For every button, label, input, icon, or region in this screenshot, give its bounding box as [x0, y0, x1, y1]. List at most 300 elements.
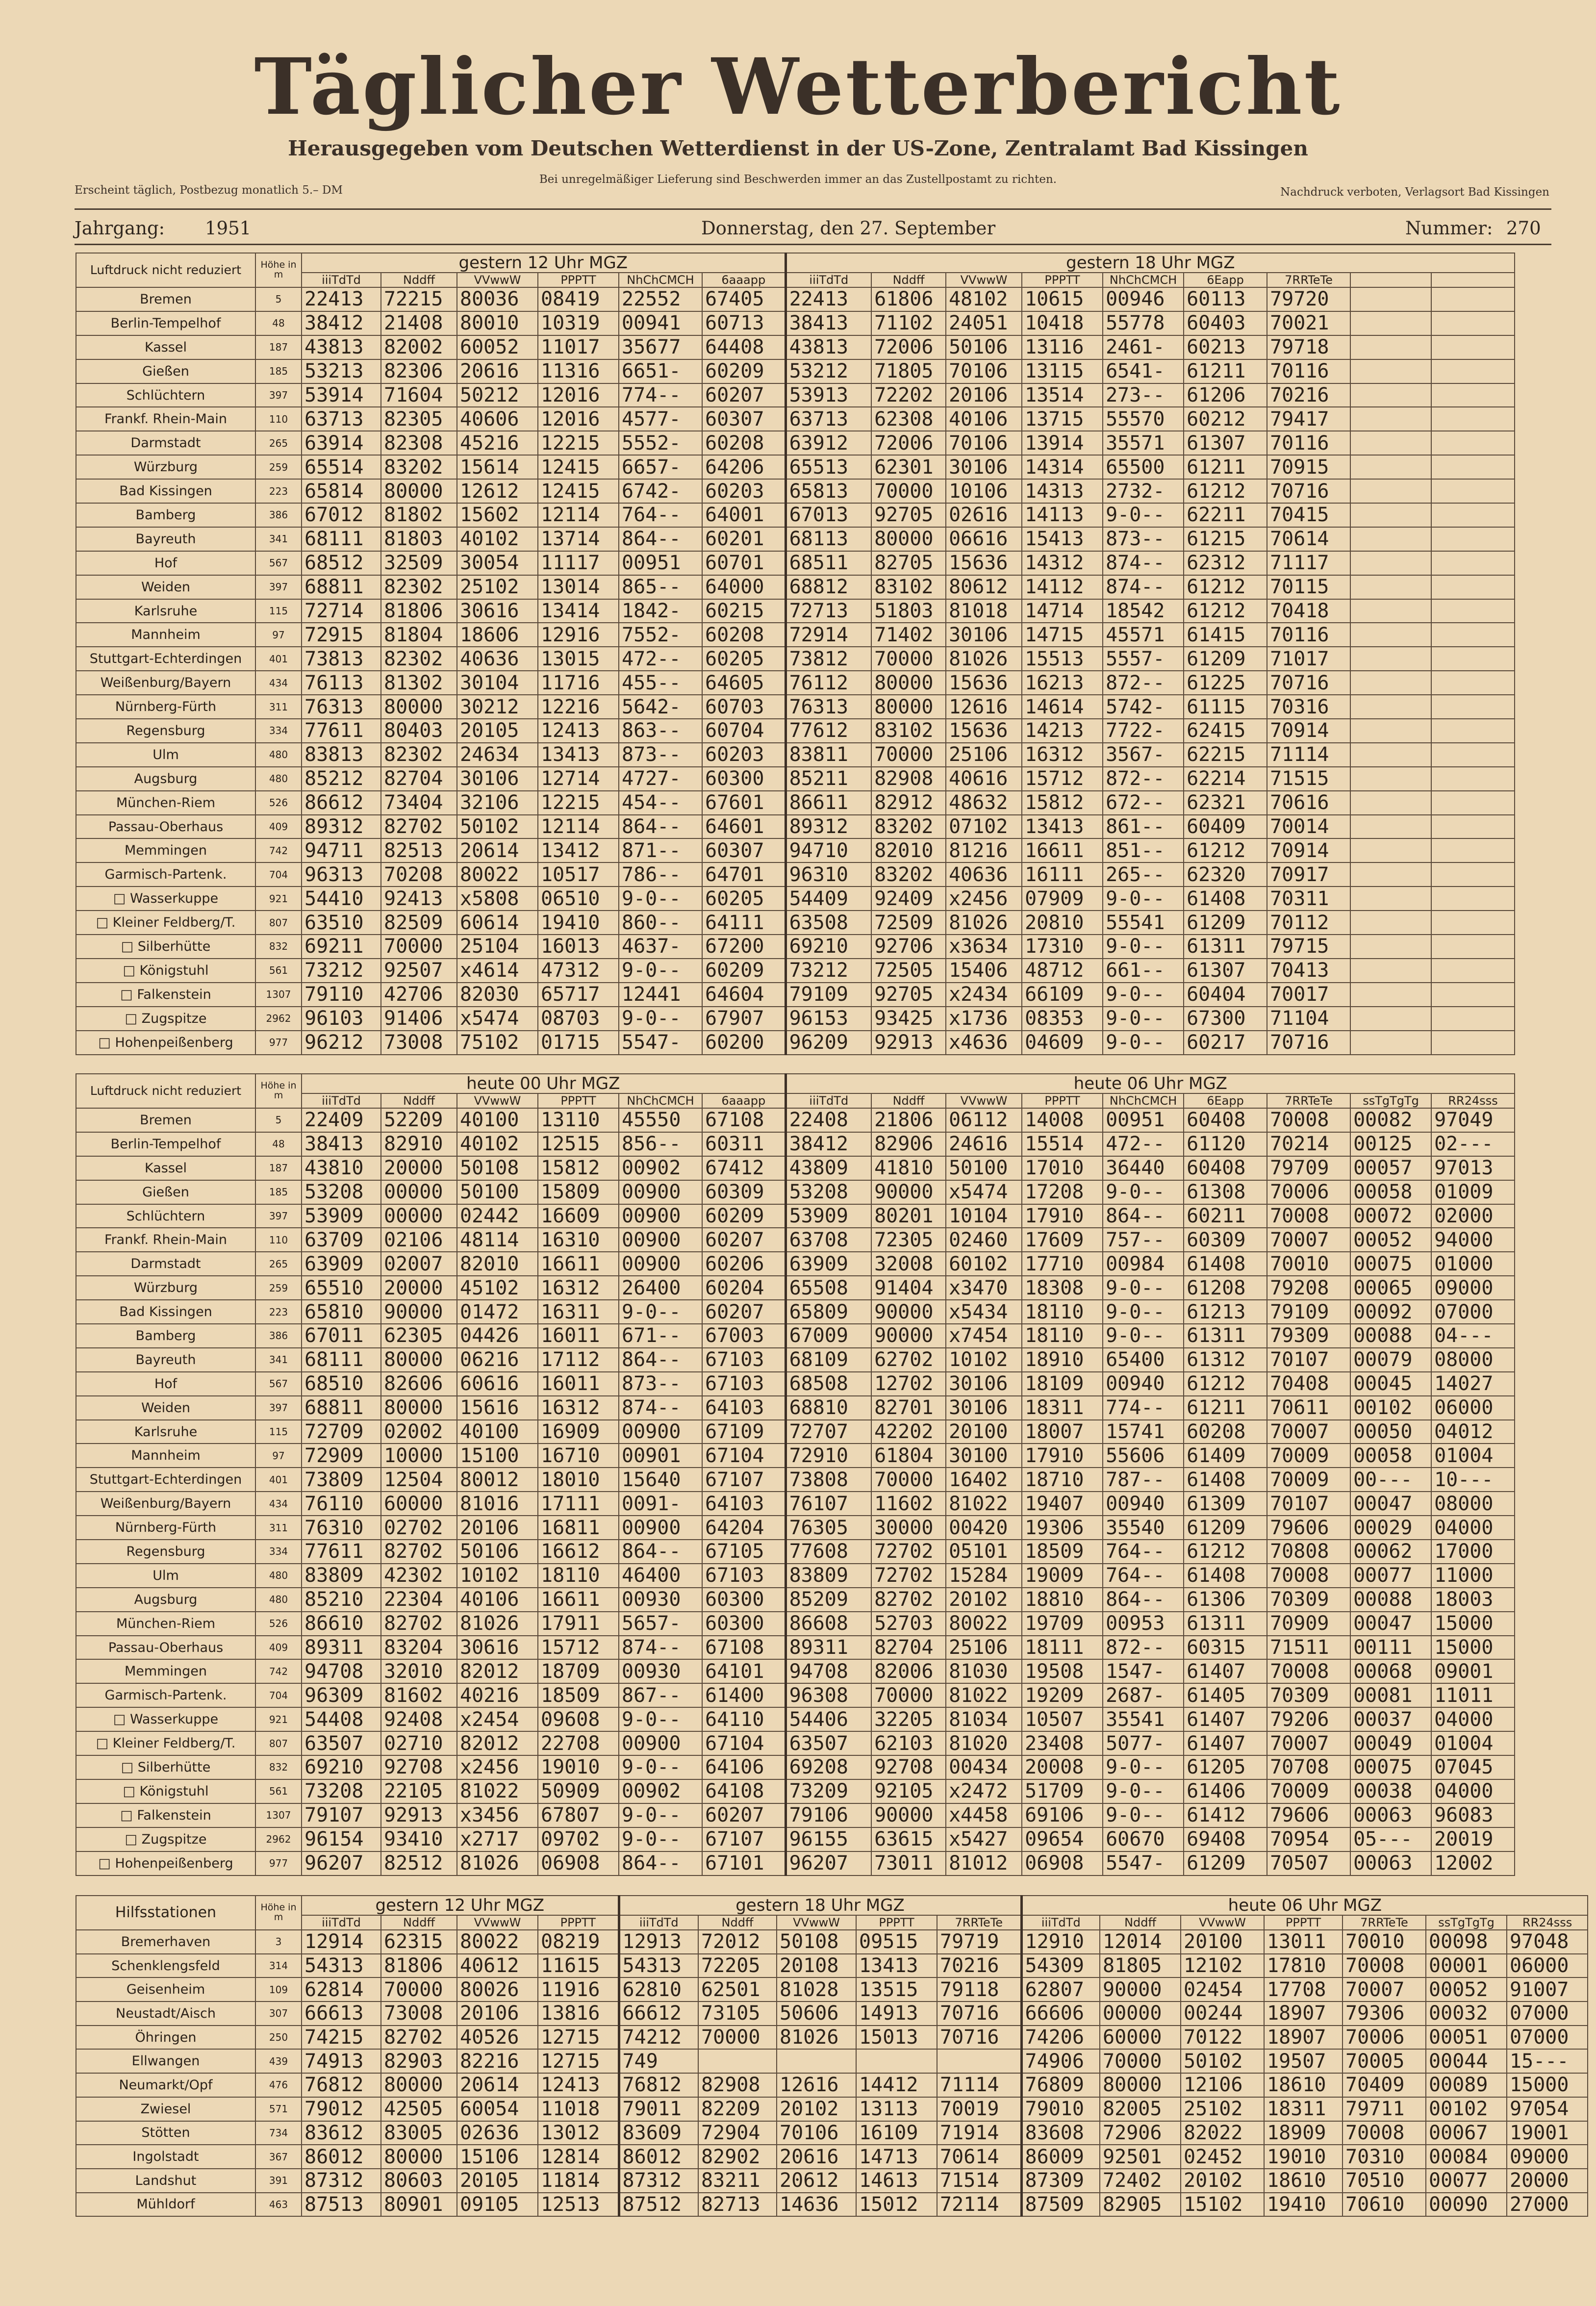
table-row — [76, 1755, 1596, 1779]
obs-value: 70954 — [1267, 1827, 1350, 1851]
obs-value: 12014 — [1100, 1930, 1181, 1954]
table-row — [76, 671, 1596, 695]
obs-value: 60670 — [1103, 1827, 1184, 1851]
obs-value: 83102 — [871, 719, 946, 743]
table-row — [76, 1516, 1596, 1540]
table-row — [76, 1930, 1588, 1954]
obs-value: 72906 — [1100, 2121, 1181, 2145]
obs-value: 02702 — [381, 1516, 457, 1540]
obs-value: 16312 — [538, 1396, 619, 1420]
station-height: 480 — [255, 743, 302, 767]
obs-value: 02--- — [1431, 1132, 1515, 1156]
empty-cell — [1350, 455, 1431, 479]
obs-value: 72215 — [381, 287, 457, 311]
obs-value: 81806 — [381, 1954, 457, 1978]
obs-value: 79718 — [1267, 335, 1350, 359]
obs-value: 70309 — [1267, 1588, 1350, 1612]
obs-value: 00058 — [1350, 1444, 1431, 1468]
station-height: 439 — [255, 2049, 302, 2073]
obs-value: 61205 — [1184, 1755, 1267, 1779]
height-header: Höhe in m — [255, 1896, 302, 1930]
obs-value: 30212 — [457, 695, 538, 719]
obs-value: 12515 — [538, 1132, 619, 1156]
obs-value: 13116 — [1022, 335, 1103, 359]
obs-value: 79206 — [1267, 1707, 1350, 1731]
table-row — [76, 1954, 1588, 1978]
station-height: 526 — [255, 791, 302, 815]
table-row — [76, 2002, 1588, 2026]
obs-value: 55778 — [1103, 311, 1184, 335]
station-name: Bad Kissingen — [76, 479, 255, 503]
obs-value: 16909 — [538, 1420, 619, 1444]
station-name: Memmingen — [76, 838, 255, 862]
obs-value: 00111 — [1350, 1636, 1431, 1660]
obs-value: 6742- — [619, 479, 702, 503]
obs-value: 81602 — [381, 1683, 457, 1707]
station-height: 742 — [255, 1659, 302, 1683]
obs-value: 76809 — [1021, 2073, 1100, 2097]
empty-cell — [1350, 838, 1431, 862]
obs-value: 50909 — [538, 1779, 619, 1803]
obs-value: 72505 — [871, 959, 946, 983]
obs-value: 9-0-- — [1103, 1180, 1184, 1204]
obs-value: 13515 — [856, 1977, 937, 2002]
obs-value: 18907 — [1264, 2026, 1343, 2050]
obs-value: 60208 — [702, 431, 785, 455]
obs-value: 20100 — [946, 1420, 1022, 1444]
empty-cell — [1350, 695, 1431, 719]
obs-value: 76310 — [302, 1516, 381, 1540]
obs-value: 79720 — [1267, 287, 1350, 311]
table-row — [76, 1659, 1596, 1683]
obs-value: 20019 — [1431, 1827, 1515, 1851]
empty-cell — [1431, 695, 1515, 719]
empty-cell — [1431, 311, 1515, 335]
obs-value: 09000 — [1507, 2145, 1588, 2169]
table-row — [76, 287, 1596, 311]
station-height: 223 — [255, 1300, 302, 1324]
obs-value: 16310 — [538, 1228, 619, 1252]
obs-value: 20106 — [946, 383, 1022, 407]
obs-value: 51803 — [871, 599, 946, 623]
station-name: Bayreuth — [76, 1348, 255, 1372]
obs-value: 82906 — [871, 1132, 946, 1156]
obs-value: 08703 — [538, 1007, 619, 1031]
obs-value: 30100 — [946, 1444, 1022, 1468]
obs-value: 17910 — [1022, 1204, 1103, 1228]
obs-value: 04426 — [457, 1324, 538, 1348]
station-height: 704 — [255, 1683, 302, 1707]
empty-cell — [1431, 1007, 1515, 1031]
obs-value: 70914 — [1267, 838, 1350, 862]
obs-value: 62103 — [871, 1731, 946, 1755]
station-height: 341 — [255, 1348, 302, 1372]
obs-value: 96103 — [302, 1007, 381, 1031]
group-header-left: heute 00 Uhr MGZ — [302, 1074, 785, 1093]
obs-value: 82308 — [381, 431, 457, 455]
obs-value: 40612 — [457, 1954, 538, 1978]
station-name: □ Silberhütte — [76, 935, 255, 959]
pressure-header: Luftdruck nicht reduziert — [76, 1074, 255, 1108]
obs-value: 10507 — [1022, 1707, 1103, 1731]
obs-value: 12916 — [538, 623, 619, 647]
obs-value: 13014 — [538, 575, 619, 599]
obs-value: 54410 — [302, 887, 381, 911]
obs-value: 73008 — [381, 2002, 457, 2026]
obs-value: 00102 — [1426, 2097, 1507, 2121]
obs-value: 83202 — [871, 815, 946, 839]
obs-value: 38412 — [785, 1132, 871, 1156]
obs-value: 68512 — [302, 551, 381, 575]
obs-value: 13015 — [538, 647, 619, 671]
column-code-header: iiiTdTd — [619, 1915, 698, 1930]
obs-value: 77611 — [302, 719, 381, 743]
column-code-header: ssTgTgTg — [1426, 1915, 1507, 1930]
table-row — [76, 1851, 1596, 1875]
obs-value: 70007 — [1267, 1420, 1350, 1444]
station-height: 265 — [255, 431, 302, 455]
obs-value: 20614 — [457, 838, 538, 862]
column-code-header: 7RRTeTe — [1267, 273, 1350, 287]
obs-value: 68109 — [785, 1348, 871, 1372]
obs-value: 50108 — [457, 1156, 538, 1180]
obs-value: 63713 — [302, 407, 381, 431]
obs-value: 92408 — [381, 1707, 457, 1731]
obs-value: 71511 — [1267, 1636, 1350, 1660]
masthead-rule-bottom — [75, 244, 1551, 245]
station-name: Memmingen — [76, 1659, 255, 1683]
obs-value: 18709 — [538, 1659, 619, 1683]
obs-value: 19209 — [1022, 1683, 1103, 1707]
obs-value: 14614 — [1022, 695, 1103, 719]
obs-value: 70309 — [1267, 1683, 1350, 1707]
obs-value: 70008 — [1267, 1108, 1350, 1132]
obs-value: 87513 — [302, 2193, 381, 2217]
obs-value: 873-- — [619, 743, 702, 767]
column-code-header: iiiTdTd — [1021, 1915, 1100, 1930]
empty-cell — [1431, 359, 1515, 383]
obs-value: 67107 — [702, 1827, 785, 1851]
obs-value: 96212 — [302, 1031, 381, 1055]
obs-value: 81026 — [777, 2026, 856, 2050]
obs-value: 12513 — [538, 2193, 619, 2217]
column-code-header: VVwwW — [777, 1915, 856, 1930]
empty-cell — [1431, 887, 1515, 911]
obs-value: 53909 — [785, 1204, 871, 1228]
station-height: 97 — [255, 623, 302, 647]
obs-value: 92501 — [1100, 2145, 1181, 2169]
station-name: Würzburg — [76, 455, 255, 479]
obs-value: 17609 — [1022, 1228, 1103, 1252]
obs-value: 16611 — [1022, 838, 1103, 862]
obs-value: 60113 — [1184, 287, 1267, 311]
obs-value: 80000 — [871, 695, 946, 719]
obs-value: 00045 — [1350, 1372, 1431, 1396]
obs-value: 61208 — [1184, 1276, 1267, 1300]
obs-value: 13110 — [538, 1108, 619, 1132]
obs-value: 81030 — [946, 1659, 1022, 1683]
obs-value: x5474 — [457, 1007, 538, 1031]
obs-value: 81018 — [946, 599, 1022, 623]
empty-cell — [1431, 767, 1515, 791]
column-code-header: VVwwW — [946, 273, 1022, 287]
table-row — [76, 1915, 1588, 1930]
obs-value: 13514 — [1022, 383, 1103, 407]
empty-cell — [1431, 791, 1515, 815]
obs-value: 2732- — [1103, 479, 1184, 503]
obs-value: 61409 — [1184, 1444, 1267, 1468]
obs-value: 68508 — [785, 1372, 871, 1396]
obs-value: 10517 — [538, 862, 619, 887]
obs-value: 80000 — [1100, 2073, 1181, 2097]
obs-value: 874-- — [619, 1396, 702, 1420]
obs-value: 69210 — [302, 1755, 381, 1779]
obs-value: 35541 — [1103, 1707, 1184, 1731]
obs-value: 40100 — [457, 1108, 538, 1132]
obs-value: x2717 — [457, 1827, 538, 1851]
obs-value: 45571 — [1103, 623, 1184, 647]
obs-value: 63508 — [785, 911, 871, 935]
column-code-header: 7RRTeTe — [937, 1915, 1021, 1930]
obs-value: 70507 — [1267, 1851, 1350, 1875]
empty-cell — [1350, 935, 1431, 959]
empty-cell — [1350, 359, 1431, 383]
table-row — [76, 983, 1596, 1007]
obs-value: 00084 — [1426, 2145, 1507, 2169]
empty-cell — [1350, 1031, 1431, 1055]
height-header: Höhe in m — [255, 1074, 302, 1108]
obs-value: 62305 — [381, 1324, 457, 1348]
obs-value: 00940 — [1103, 1492, 1184, 1516]
empty-cell — [1350, 815, 1431, 839]
obs-value: 67003 — [702, 1324, 785, 1348]
obs-value: 12215 — [538, 791, 619, 815]
obs-value: 02000 — [1431, 1204, 1515, 1228]
obs-value: 17310 — [1022, 935, 1103, 959]
obs-value: 06510 — [538, 887, 619, 911]
obs-value: 64000 — [702, 575, 785, 599]
obs-value: 14613 — [856, 2169, 937, 2193]
table-row — [76, 1324, 1596, 1348]
obs-value: 15100 — [457, 1444, 538, 1468]
year-label: Jahrgang: — [75, 218, 165, 239]
obs-value: 82908 — [871, 767, 946, 791]
obs-value: 61408 — [1184, 887, 1267, 911]
empty-cell — [1350, 983, 1431, 1007]
obs-value: 787-- — [1103, 1468, 1184, 1492]
table-row — [76, 1180, 1596, 1204]
obs-value: 15812 — [538, 1156, 619, 1180]
group-header-left: gestern 12 Uhr MGZ — [302, 253, 785, 273]
obs-value: 82005 — [1100, 2097, 1181, 2121]
empty-cell — [1431, 623, 1515, 647]
obs-value: 15513 — [1022, 647, 1103, 671]
obs-value: 69408 — [1184, 1827, 1267, 1851]
obs-value: 18109 — [1022, 1372, 1103, 1396]
obs-value: 12504 — [381, 1468, 457, 1492]
obs-value: 15102 — [1181, 2193, 1264, 2217]
table-row — [76, 1252, 1596, 1276]
table-row — [76, 2073, 1588, 2097]
obs-value: 83211 — [698, 2169, 777, 2193]
obs-value: 82022 — [1181, 2121, 1264, 2145]
obs-value: 79719 — [937, 1930, 1021, 1954]
obs-value: 06908 — [1022, 1851, 1103, 1875]
obs-value: 22105 — [381, 1779, 457, 1803]
obs-value: 64106 — [702, 1755, 785, 1779]
column-code-header: PPPTT — [1264, 1915, 1343, 1930]
station-name: Karlsruhe — [76, 1420, 255, 1444]
station-name: Regensburg — [76, 719, 255, 743]
station-name: Mannheim — [76, 1444, 255, 1468]
station-name: München-Riem — [76, 791, 255, 815]
obs-value: 12914 — [302, 1930, 381, 1954]
obs-value: 79109 — [785, 983, 871, 1007]
obs-value: 874-- — [1103, 551, 1184, 575]
table-row — [76, 719, 1596, 743]
obs-value: 70208 — [381, 862, 457, 887]
obs-value: 71117 — [1267, 551, 1350, 575]
obs-value: 70610 — [1343, 2193, 1426, 2217]
obs-value: 32106 — [457, 791, 538, 815]
obs-value: 774-- — [619, 383, 702, 407]
station-name: Gießen — [76, 359, 255, 383]
obs-value: 00037 — [1350, 1707, 1431, 1731]
empty-cell — [1431, 862, 1515, 887]
column-code-header: PPPTT — [1022, 273, 1103, 287]
obs-value: 61212 — [1184, 599, 1267, 623]
obs-value: 14313 — [1022, 479, 1103, 503]
obs-value: 60309 — [702, 1180, 785, 1204]
obs-value: 86610 — [302, 1612, 381, 1636]
obs-value: 07000 — [1507, 2002, 1588, 2026]
obs-value: 19009 — [1022, 1564, 1103, 1588]
obs-value: 864-- — [619, 1348, 702, 1372]
obs-value: 66606 — [1021, 2002, 1100, 2026]
obs-value: 83811 — [785, 743, 871, 767]
table-row — [76, 623, 1596, 647]
obs-value: 27000 — [1507, 2193, 1588, 2217]
obs-value: 67807 — [538, 1803, 619, 1827]
table-row — [76, 407, 1596, 431]
obs-value: 70808 — [1267, 1540, 1350, 1564]
table-row — [76, 2049, 1588, 2073]
table-row — [76, 527, 1596, 551]
obs-value: 18111 — [1022, 1636, 1103, 1660]
obs-value: 00420 — [946, 1516, 1022, 1540]
obs-value: 15636 — [946, 551, 1022, 575]
obs-value: 40606 — [457, 407, 538, 431]
obs-value: 24616 — [946, 1132, 1022, 1156]
obs-value: 97013 — [1431, 1156, 1515, 1180]
obs-value: 65510 — [302, 1276, 381, 1300]
obs-value: 94708 — [785, 1659, 871, 1683]
delivery-notice: Bei unregelmäßiger Lieferung sind Beschwerden immer an das Zustellpostamt zu richten. — [539, 173, 1057, 186]
obs-value: 30106 — [946, 455, 1022, 479]
obs-value: 9-0-- — [1103, 1324, 1184, 1348]
obs-value: 15406 — [946, 959, 1022, 983]
publication-note: Erscheint täglich, Postbezug monatlich 5.– DM — [75, 184, 343, 197]
obs-value: 80000 — [381, 695, 457, 719]
obs-value: 38413 — [785, 311, 871, 335]
obs-value: 67108 — [702, 1108, 785, 1132]
table-row — [76, 1093, 1596, 1108]
obs-value: 81026 — [946, 647, 1022, 671]
empty-cell — [1350, 551, 1431, 575]
station-height: 397 — [255, 383, 302, 407]
obs-value: 11011 — [1431, 1683, 1515, 1707]
obs-value: 16311 — [538, 1300, 619, 1324]
obs-value: 86012 — [619, 2145, 698, 2169]
obs-value: 02002 — [381, 1420, 457, 1444]
obs-value: 20616 — [457, 359, 538, 383]
obs-value: 5552- — [619, 431, 702, 455]
obs-value: 92705 — [871, 983, 946, 1007]
table-row — [76, 2193, 1588, 2217]
table-row — [76, 911, 1596, 935]
station-height: 977 — [255, 1031, 302, 1055]
empty-cell — [1350, 335, 1431, 359]
obs-value: 62321 — [1184, 791, 1267, 815]
obs-value: 16811 — [538, 1516, 619, 1540]
obs-value: 60311 — [702, 1132, 785, 1156]
obs-value: 86611 — [785, 791, 871, 815]
column-code-header — [1350, 273, 1431, 287]
obs-value: 70614 — [937, 2145, 1021, 2169]
obs-value: 63912 — [785, 431, 871, 455]
obs-value: 10319 — [538, 311, 619, 335]
obs-value: 65717 — [538, 983, 619, 1007]
obs-value: 00102 — [1350, 1396, 1431, 1420]
obs-value: 60207 — [702, 383, 785, 407]
table-row — [76, 1074, 1596, 1093]
obs-value: 60207 — [702, 1300, 785, 1324]
obs-value: 11316 — [538, 359, 619, 383]
obs-value: 00092 — [1350, 1300, 1431, 1324]
table-row — [76, 1276, 1596, 1300]
obs-value: 30106 — [946, 1396, 1022, 1420]
obs-value: 86009 — [1021, 2145, 1100, 2169]
station-height: 110 — [255, 1228, 302, 1252]
obs-value: 9-0-- — [1103, 1755, 1184, 1779]
obs-value: 40526 — [457, 2026, 538, 2050]
obs-value: 10--- — [1431, 1468, 1515, 1492]
obs-value: 00900 — [619, 1180, 702, 1204]
obs-value: 79309 — [1267, 1324, 1350, 1348]
obs-value: 48712 — [1022, 959, 1103, 983]
obs-value: 50108 — [777, 1930, 856, 1954]
obs-value: 01715 — [538, 1031, 619, 1055]
obs-value: 81016 — [457, 1492, 538, 1516]
obs-value: 61408 — [1184, 1564, 1267, 1588]
obs-value: 38413 — [302, 1132, 381, 1156]
obs-value: 70000 — [698, 2026, 777, 2050]
obs-value: 45102 — [457, 1276, 538, 1300]
obs-value: 60309 — [1184, 1228, 1267, 1252]
obs-value: 02460 — [946, 1228, 1022, 1252]
obs-value: 12715 — [538, 2049, 619, 2073]
station-name: Garmisch-Partenk. — [76, 1683, 255, 1707]
obs-value: 00075 — [1350, 1252, 1431, 1276]
obs-value: 82030 — [457, 983, 538, 1007]
obs-value: 60614 — [457, 911, 538, 935]
station-height: 265 — [255, 1252, 302, 1276]
obs-value: 70917 — [1267, 862, 1350, 887]
obs-value: 80010 — [457, 311, 538, 335]
obs-value: 67013 — [785, 503, 871, 527]
obs-value: 82512 — [381, 1851, 457, 1875]
table-row — [76, 1803, 1596, 1827]
